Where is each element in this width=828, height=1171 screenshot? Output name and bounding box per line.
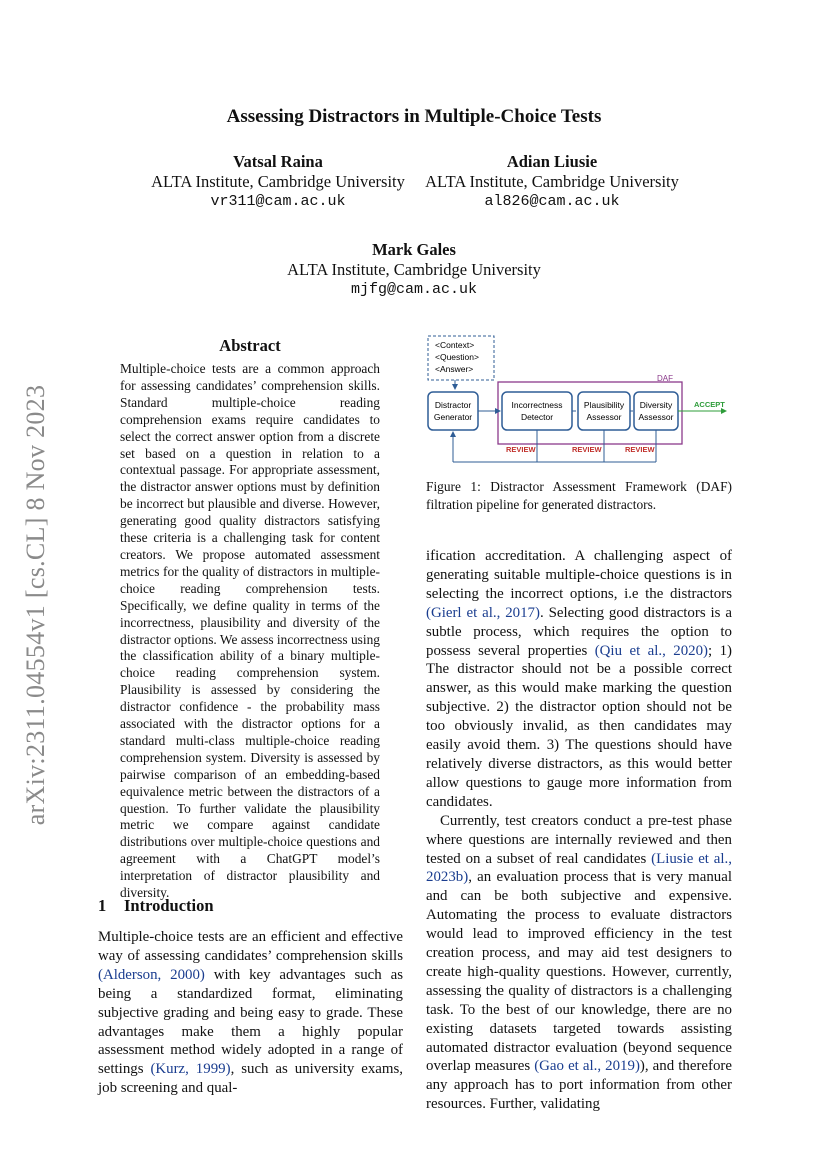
incorrectness-detector-box bbox=[502, 392, 572, 430]
input-question: <Question> bbox=[435, 352, 479, 362]
svg-text:Plausibility: Plausibility bbox=[583, 400, 625, 410]
review-label-3: REVIEW bbox=[625, 445, 655, 454]
intro-right-paragraphs bbox=[426, 547, 732, 1114]
author-block-1 bbox=[128, 152, 428, 212]
distractor-generator-box bbox=[428, 392, 478, 430]
author-name: Vatsal Raina bbox=[233, 152, 323, 171]
citation-link[interactable]: (Qiu et al., 2020) bbox=[594, 642, 709, 659]
citation-link[interactable]: (Gierl et al., 2017) bbox=[426, 604, 540, 621]
svg-text:Incorrectness: Incorrectness bbox=[511, 400, 563, 410]
svg-text:Detector: Detector bbox=[520, 412, 554, 422]
body-text: Multiple-choice tests are an efficient and effective way of assessing candidates’ comprehension skills bbox=[98, 929, 403, 964]
author-affiliation: ALTA Institute, Cambridge University bbox=[151, 172, 405, 191]
body-text: Currently, test creators conduct a pre-test phase where questions are internally reviewed and then tested on a subset of real candidates bbox=[426, 812, 732, 867]
citation-link[interactable]: (Liusie et al., 2023b) bbox=[426, 850, 733, 886]
figure-caption: Figure 1: Distractor Assessment Framework (DAF) filtration pipeline for generated distractors. bbox=[426, 479, 732, 512]
arxiv-identifier: arXiv:2311.04554v1 [cs.CL] 8 Nov 2023 bbox=[21, 384, 50, 826]
body-text: ; 1) The distractor should not be a possible correct answer, as this would make marking the question subjective. 2) the distractor option should not be too obviously invalid, as then candidates may easily avoid them. 3) The questions should have relatively diverse distractors, as this would better allow questions to gauge more information from candidates. bbox=[426, 642, 732, 810]
abstract-heading: Abstract bbox=[219, 336, 281, 355]
author-name: Adian Liusie bbox=[506, 152, 598, 171]
body-text: ification accreditation. A challenging aspect of generating suitable multiple-choice questions is in selecting the incorrect options, i.e the distractors bbox=[426, 548, 732, 602]
body-text: , an evaluation process that is very manual and can be both subjective and expensive. Automating the process to evaluate distractors would lead to improved efficiency in the test creation process, and may aid test designers to create high-quality questions. However, currently, assessing the quality of distractors is a challenging task. To the best of our knowledge, there are no existing datasets targeted towards assisting automated distractor evaluation (beyond sequence overlap measures bbox=[426, 869, 732, 1075]
diversity-assessor-box bbox=[634, 392, 678, 430]
section-number: 1 bbox=[98, 896, 107, 915]
body-text: , such as university exams, job screening and qual- bbox=[98, 1061, 403, 1097]
svg-text:Distractor: Distractor bbox=[434, 400, 472, 410]
citation-link[interactable]: (Kurz, 1999) bbox=[150, 1061, 231, 1078]
author-email: vr311@cam.ac.uk bbox=[210, 193, 346, 210]
svg-text:Assessor: Assessor bbox=[638, 412, 674, 422]
svg-text:Generator: Generator bbox=[433, 412, 473, 422]
paper-title: Assessing Distractors in Multiple-Choice Tests bbox=[226, 106, 602, 127]
author-email: mjfg@cam.ac.uk bbox=[350, 281, 478, 298]
arxiv-sidebar bbox=[8, 360, 64, 850]
intro-paragraph-2 bbox=[426, 812, 732, 1115]
input-context: <Context> bbox=[435, 340, 475, 350]
citation-link[interactable]: (Alderson, 2000) bbox=[98, 966, 205, 983]
review-label-2: REVIEW bbox=[572, 445, 602, 454]
accept-label: ACCEPT bbox=[694, 400, 725, 409]
section-heading bbox=[98, 896, 214, 916]
body-text: ), and therefore any approach has to port information from other resources. Further, validating bbox=[426, 1058, 732, 1113]
figure-daf-pipeline bbox=[422, 334, 732, 468]
author-email: al826@cam.ac.uk bbox=[484, 193, 620, 210]
abstract-text: Multiple-choice tests are a common approach for assessing candidates’ comprehension skills. Standard multiple-choice reading comprehension exams require candidates to select the correct answer option from a discrete set based on a question in relation to a contextual passage. For appropriate assessment, the distractor answer options must by definition be incorrect but plausible and diverse. However, generating good quality distractors satisfying these criteria is a challenging task for content creators. We propose automated assessment metrics for the quality of distractors in multiple-choice reading comprehension tests. Specifically, we define quality in terms of the incorrectness, plausibility and diversity of the distractor options. We assess incorrectness using the classification ability of a binary multiple-choice reading comprehension system. Plausibility is assessed by considering the distractor confidence - the probability mass associated with the distractor options for a standard multi-class multiple-choice reading comprehension system. Diversity is assessed by pairwise comparison of an embedding-based equivalence metric between the distractors of a question. To further validate the plausibility metric we compare against candidate distributions over multiple-choice questions and agreement with a ChatGPT model’s interpretation of distractor plausibility and diversity. bbox=[120, 361, 380, 901]
plausibility-assessor-box bbox=[578, 392, 630, 430]
author-affiliation: ALTA Institute, Cambridge University bbox=[287, 260, 541, 279]
review-label-1: REVIEW bbox=[506, 445, 536, 454]
daf-label: DAF bbox=[657, 374, 673, 383]
author-name: Mark Gales bbox=[372, 240, 456, 259]
intro-paragraph-1 bbox=[426, 547, 732, 812]
author-affiliation: ALTA Institute, Cambridge University bbox=[425, 172, 679, 191]
body-text: . Selecting good distractors is a subtle process, which requires the option to possess several properties bbox=[426, 604, 732, 659]
svg-text:Diversity: Diversity bbox=[639, 400, 673, 410]
author-block-2 bbox=[402, 152, 702, 212]
section-title: Introduction bbox=[124, 896, 214, 915]
body-text: with key advantages such as being a standardized format, eliminating subjective grading and being easy to grade. These advantages make them a highly popular assessment method widely adopted in a range of settings bbox=[98, 966, 403, 1078]
author-block-3 bbox=[264, 240, 564, 300]
daf-diagram bbox=[422, 334, 732, 468]
svg-text:Assessor: Assessor bbox=[586, 412, 622, 422]
intro-left-paragraph bbox=[98, 928, 403, 1098]
input-answer: <Answer> bbox=[435, 364, 474, 374]
citation-link[interactable]: (Gao et al., 2019) bbox=[534, 1058, 640, 1075]
